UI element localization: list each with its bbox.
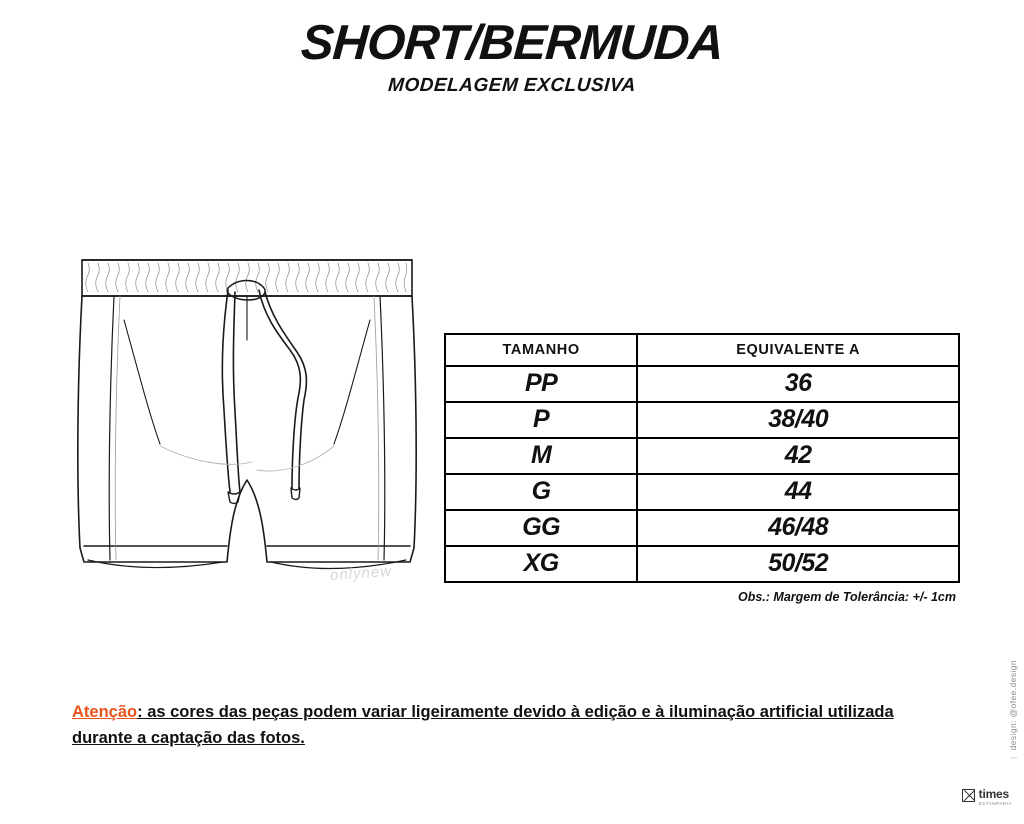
shorts-illustration [52, 230, 442, 610]
designer-credit-label: design: @ofee.design [1008, 660, 1018, 751]
cell-equivalent: 50/52 [637, 546, 959, 582]
tolerance-note: Obs.: Margem de Tolerância: +/- 1cm [737, 590, 956, 604]
table-row [445, 366, 959, 402]
cell-size: GG [445, 510, 637, 546]
cell-size: G [445, 474, 637, 510]
cell-equivalent: 42 [637, 438, 959, 474]
notice-text: : as cores das peças podem variar ligeiramente devido à edição e à iluminação artificial utilizada durante a captação das fotos. [72, 703, 894, 747]
table-header-row [445, 334, 959, 366]
notice-highlight: Atenção [72, 703, 138, 721]
cell-equivalent: 44 [637, 474, 959, 510]
cell-size: PP [445, 366, 637, 402]
size-table-container [444, 333, 960, 604]
column-header-size: TAMANHO [445, 334, 637, 366]
column-header-equivalent: EQUIVALENTE A [637, 334, 959, 366]
header [0, 18, 1024, 97]
watermark-text: onlynew [329, 562, 393, 585]
brand-mark-icon [962, 789, 975, 802]
cell-size: XG [445, 546, 637, 582]
cell-equivalent: 36 [637, 366, 959, 402]
brand-logo [962, 785, 1012, 806]
page-subtitle: MODELAGEM EXCLUSIVA [387, 75, 637, 97]
brand-text [979, 785, 1012, 806]
cell-size: P [445, 402, 637, 438]
designer-credit [1008, 660, 1018, 765]
color-variation-notice [72, 700, 952, 751]
cell-equivalent: 38/40 [637, 402, 959, 438]
cell-equivalent: 46/48 [637, 510, 959, 546]
size-table [444, 333, 960, 583]
credit-divider: | [1008, 756, 1018, 759]
brand-name: times [978, 787, 1010, 801]
table-row [445, 438, 959, 474]
cell-size: M [445, 438, 637, 474]
page-title: SHORT/BERMUDA [299, 16, 725, 70]
table-row [445, 474, 959, 510]
brand-subtitle: ESTAMPARIA [978, 801, 1012, 806]
table-row [445, 546, 959, 582]
table-row [445, 510, 959, 546]
table-row [445, 402, 959, 438]
